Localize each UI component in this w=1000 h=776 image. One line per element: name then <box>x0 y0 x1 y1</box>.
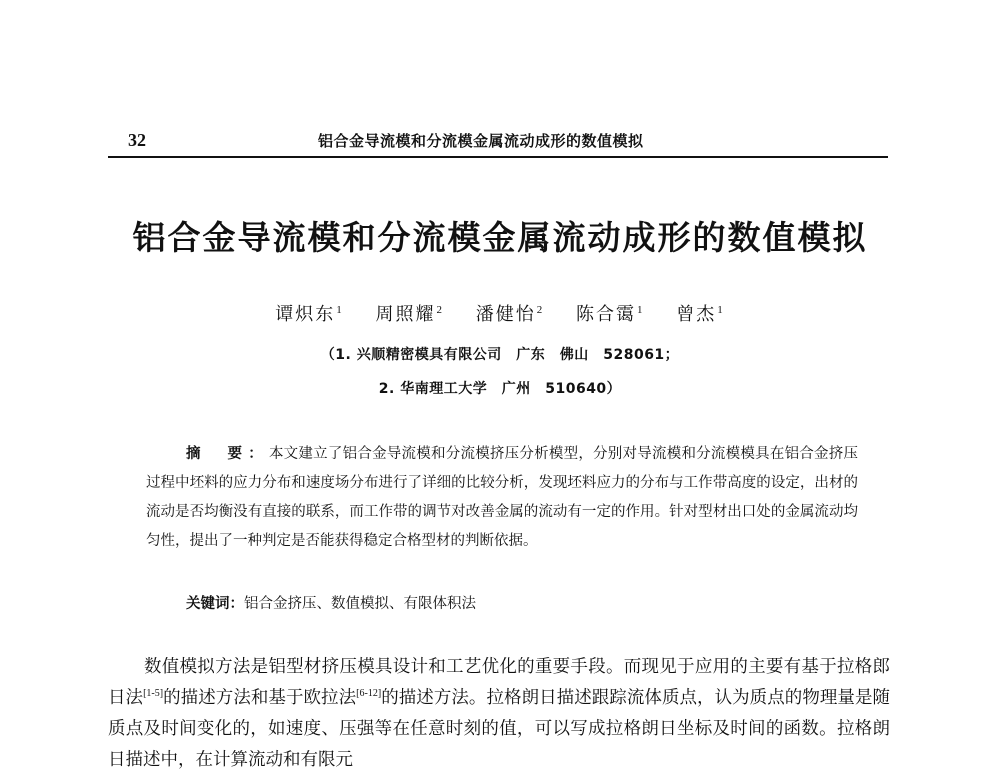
affiliation-line-1: （1. 兴顺精密模具有限公司 广东 佛山 528061； <box>320 347 680 363</box>
author-list <box>0 300 1000 326</box>
author <box>576 300 645 326</box>
page-number: 32 <box>128 130 146 150</box>
abstract-label: 摘 要： <box>186 446 269 462</box>
body-paragraph <box>108 652 890 776</box>
body-text-part: 的描述方法。拉格朗日描述跟踪流体质点，认为质点的物理量是随质点及时间变化的，如速度、压强等在任意时刻的值，可以写成拉格朗日坐标及时间的函数。拉格朗日描述中，在计算流动和有限元 <box>108 688 891 770</box>
affiliation-line-2: 2. 华南理工大学 广州 510640） <box>378 381 622 397</box>
keywords-text: 铝合金挤压、数值模拟、有限体积法 <box>244 596 476 612</box>
author-affil-mark: 2 <box>536 304 545 316</box>
author-name: 谭炽东 <box>275 304 336 325</box>
keywords <box>186 592 866 613</box>
body-text-part: 数值模拟方法是铝型材挤压模具设计和工艺优化的重要手段。而现见于应用的主要有基于拉格郎日法 <box>108 657 890 708</box>
paper-title: 铝合金导流模和分流模金属流动成形的数值模拟 <box>132 218 868 257</box>
author <box>676 300 725 326</box>
author-affil-mark: 2 <box>436 304 445 316</box>
author-affil-mark: 1 <box>717 304 725 316</box>
author-name: 周照耀 <box>375 304 436 325</box>
header-rule <box>108 156 888 158</box>
abstract <box>146 440 858 556</box>
author-affil-mark: 1 <box>636 304 645 316</box>
author-name: 曾杰 <box>676 304 717 325</box>
running-title: 铝合金导流模和分流模金属流动成形的数值模拟 <box>318 132 644 150</box>
abstract-text: 本文建立了铝合金导流模和分流模挤压分析模型，分别对导流模和分流模模具在铝合金挤压过程中坯料的应力分布和速度场分布进行了详细的比较分析，发现坯料应力的分布与工作带高度的设定，出材的流动是否均衡没有直接的联系，而工作带的调节对改善金属的流动有一定的作用。针对型材出口处的金属流动均匀性，提出了一种判定是否能获得稳定合格型材的判断依据。 <box>146 446 859 549</box>
author <box>275 300 344 326</box>
author <box>476 300 545 326</box>
citation: [6-12] <box>356 688 382 700</box>
keywords-label: 关键词： <box>186 596 244 612</box>
author <box>376 300 445 326</box>
author-name: 陈合霭 <box>575 304 636 325</box>
body-text-part: 的描述方法和基于欧拉法 <box>163 688 357 708</box>
running-header <box>108 128 888 154</box>
author-affil-mark: 1 <box>336 304 344 316</box>
citation: [1-5] <box>143 688 164 700</box>
author-name: 潘健怡 <box>475 304 536 325</box>
